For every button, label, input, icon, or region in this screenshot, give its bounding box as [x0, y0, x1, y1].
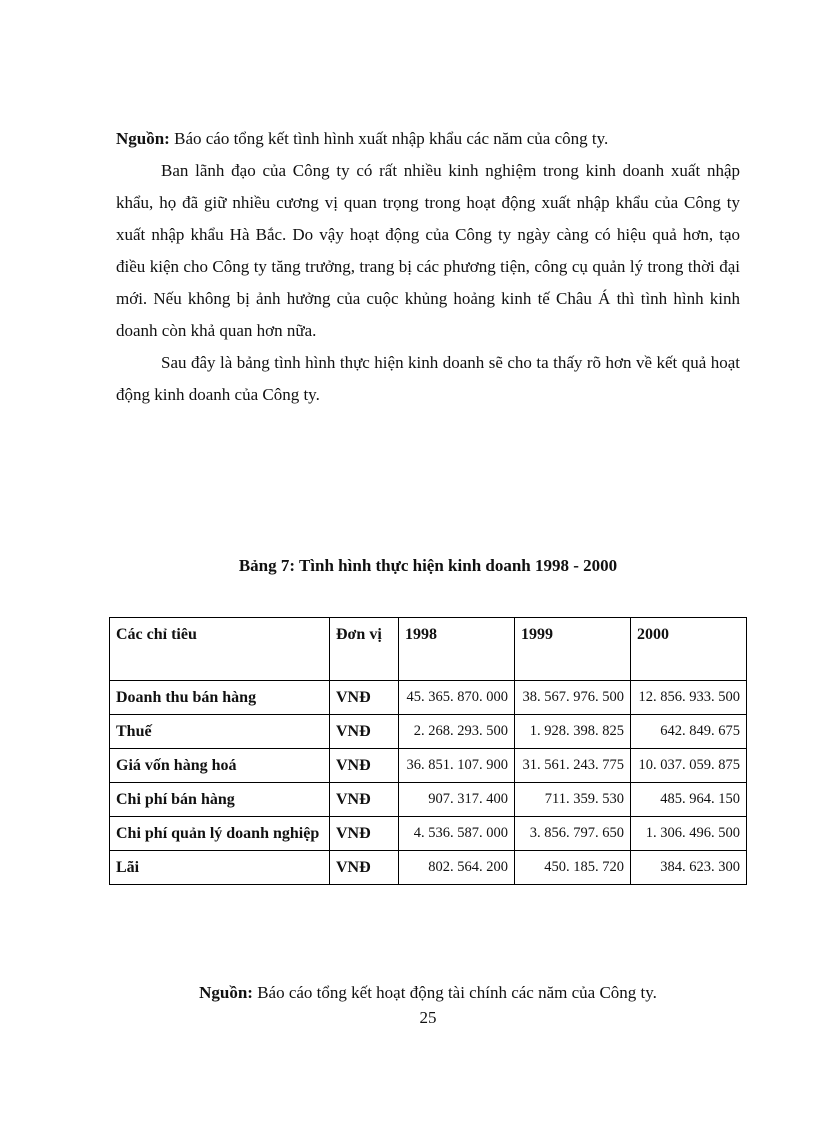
table-row: [110, 749, 747, 783]
table-row: [110, 681, 747, 715]
table-row: [110, 851, 747, 885]
paragraph-text: Sau đây là bảng tình hình thực hiện kinh doanh sẽ cho ta thấy rõ hơn về kết quả hoạt động kinh doanh của Công ty.: [116, 353, 740, 404]
header-indicator: Các chỉ tiêu: [110, 618, 330, 681]
value-2000: 12. 856. 933. 500: [631, 681, 747, 715]
table-header-row: [110, 618, 747, 681]
value-2000: 642. 849. 675: [631, 715, 747, 749]
row-label: Doanh thu bán hàng: [110, 681, 330, 715]
paragraph-intro-table: [116, 347, 740, 411]
row-label: Giá vốn hàng hoá: [110, 749, 330, 783]
row-label: Lãi: [110, 851, 330, 885]
row-label: Chi phí bán hàng: [110, 783, 330, 817]
value-2000: 1. 306. 496. 500: [631, 817, 747, 851]
header-unit: Đơn vị: [330, 618, 399, 681]
source-text: Báo cáo tổng kết hoạt động tài chính các năm của Công ty.: [252, 983, 657, 1002]
header-2000: 2000: [631, 618, 747, 681]
row-label: Thuế: [110, 715, 330, 749]
value-2000: 10. 037. 059. 875: [631, 749, 747, 783]
source-note-bottom: [116, 983, 740, 1003]
table-row: [110, 783, 747, 817]
value-1999: 31. 561. 243. 775: [515, 749, 631, 783]
table-row: [110, 817, 747, 851]
row-unit: VNĐ: [330, 851, 399, 885]
page-number: 25: [419, 1008, 437, 1027]
row-unit: VNĐ: [330, 681, 399, 715]
paragraph-leadership: [116, 155, 740, 347]
value-1999: 3. 856. 797. 650: [515, 817, 631, 851]
value-1999: 450. 185. 720: [515, 851, 631, 885]
row-unit: VNĐ: [330, 783, 399, 817]
value-1998: 802. 564. 200: [399, 851, 515, 885]
source-label: Nguồn:: [199, 983, 253, 1002]
table-title: Bảng 7: Tình hình thực hiện kinh doanh 1998 - 2000: [238, 556, 618, 575]
value-1998: 4. 536. 587. 000: [399, 817, 515, 851]
header-1998: 1998: [399, 618, 515, 681]
row-unit: VNĐ: [330, 715, 399, 749]
value-2000: 384. 623. 300: [631, 851, 747, 885]
paragraph-text: Ban lãnh đạo của Công ty có rất nhiều kinh nghiệm trong kinh doanh xuất nhập khẩu, họ đã giữ nhiều cương vị quan trọng trong hoạt động xuất nhập khẩu của Công ty xuất nhập khẩu Hà Bắc. Do vậy hoạt động của Công ty ngày càng có hiệu quả hơn, tạo điều kiện cho Công ty tăng trưởng, trang bị các phương tiện, công cụ quản lý trong thời đại mới. Nếu không bị ảnh hưởng của cuộc khủng hoảng kinh tế Châu Á thì tình hình kinh doanh còn khả quan hơn nữa.: [116, 161, 740, 340]
business-results-table: [109, 617, 747, 885]
value-1998: 2. 268. 293. 500: [399, 715, 515, 749]
table-row: [110, 715, 747, 749]
row-unit: VNĐ: [330, 817, 399, 851]
row-unit: VNĐ: [330, 749, 399, 783]
source-note-top: [116, 123, 740, 155]
row-label: Chi phí quản lý doanh nghiệp: [110, 817, 330, 851]
value-1999: 1. 928. 398. 825: [515, 715, 631, 749]
value-1998: 45. 365. 870. 000: [399, 681, 515, 715]
source-text: Báo cáo tổng kết tình hình xuất nhập khẩu các năm của công ty.: [169, 129, 609, 148]
value-1998: 907. 317. 400: [399, 783, 515, 817]
source-label: Nguồn:: [116, 129, 170, 148]
value-1999: 711. 359. 530: [515, 783, 631, 817]
value-2000: 485. 964. 150: [631, 783, 747, 817]
value-1998: 36. 851. 107. 900: [399, 749, 515, 783]
header-1999: 1999: [515, 618, 631, 681]
value-1999: 38. 567. 976. 500: [515, 681, 631, 715]
